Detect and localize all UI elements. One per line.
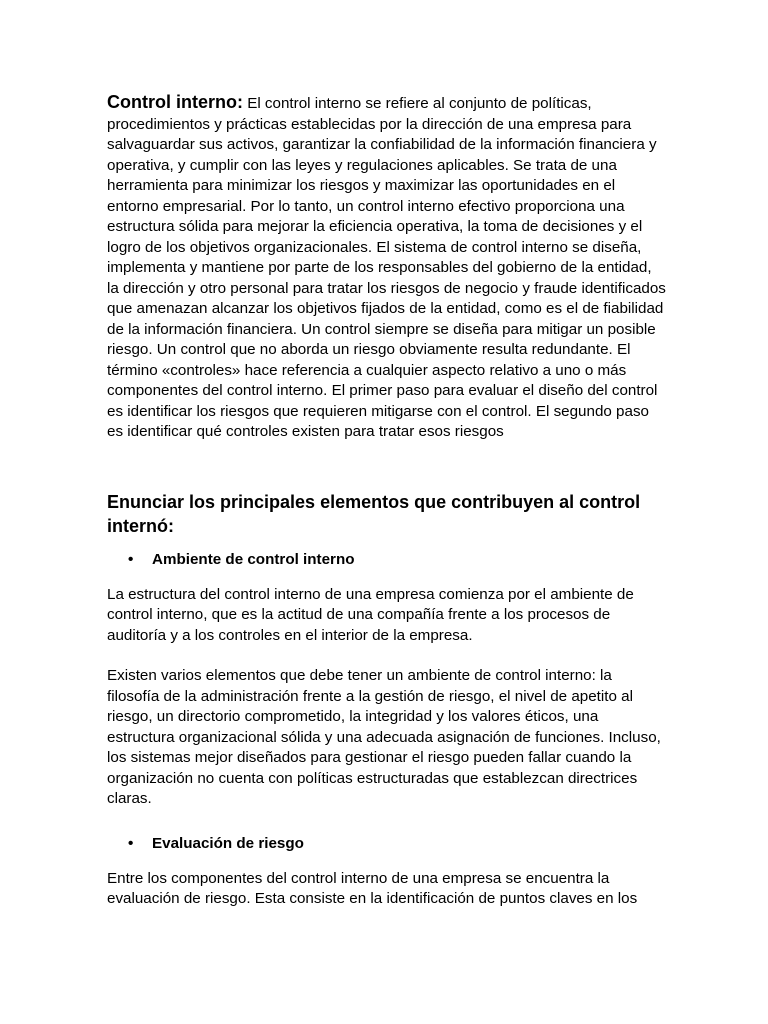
bullet-dot: •: [128, 550, 134, 568]
bullet-dot: •: [128, 834, 134, 852]
ambiente-paragraph-1: La estructura del control interno de una empresa comienza por el ambiente de control interno, que es la actitud de una compañía frente a los procesos de auditoría y a los controles en el interior de la empresa.: [107, 585, 634, 644]
bullet-ambiente: [107, 550, 667, 570]
intro-title: Control interno:: [107, 92, 243, 112]
evaluacion-paragraph-1: Entre los componentes del control interno de una empresa se encuentra la evaluación de riesgo. Esta consiste en la identificación de puntos claves en los: [107, 869, 638, 907]
section-heading: Enunciar los principales elementos que contribuyen al control internó:: [107, 491, 641, 536]
bullet-title: Evaluación de riesgo: [152, 834, 304, 852]
intro-paragraph: [107, 92, 667, 443]
ambiente-paragraph-2: Existen varios elementos que debe tener un ambiente de control interno: la filosofía de la administración frente a la gestión de riesgo, el nivel de apetito al riesgo, un directorio comprometido, la integridad y los valores éticos, una estructura organizacional sólida y una adecuada asignación de funciones. Incluso, los sistemas mejor diseñados para gestionar el riesgo pueden fallar cuando la organización no cuenta con políticas estructuradas que establezcan directrices claras.: [107, 667, 661, 807]
document-page: [107, 92, 667, 910]
intro-text: El control interno se refiere al conjunto de políticas, procedimientos y prácticas establecidas por la dirección de una empresa para salvaguardar sus activos, garantizar la confiabilidad de la información financiera y operativa, y cumplir con las leyes y regulaciones aplicables. Se trata de una herramienta para minimizar los riesgos y maximizar las oportunidades en el entorno empresarial. Por lo tanto, un control interno efectivo proporciona una estructura sólida para mejorar la eficiencia operativa, la toma de decisiones y el logro de los objetivos organizacionales. El sistema de control interno se diseña, implementa y mantiene por parte de los responsables del gobierno de la entidad, la dirección y otro personal para tratar los riesgos de negocio y fraude identificados que amenazan alcanzar los objetivos fijados de la entidad, como es el de fiabilidad de la información financiera. Un control siempre se diseña para mitigar un posible riesgo. Un control que no aborda un riesgo obviamente resulta redundante. El término «controles» hace referencia a cualquier aspecto relativo a uno o más componentes del control interno. El primer paso para evaluar el diseño del control es identificar los riesgos que requieren mitigarse con el control. El segundo paso es identificar qué controles existen para tratar esos riesgos: [107, 95, 666, 440]
bullet-title: Ambiente de control interno: [152, 550, 355, 568]
bullet-evaluacion: [107, 834, 667, 854]
